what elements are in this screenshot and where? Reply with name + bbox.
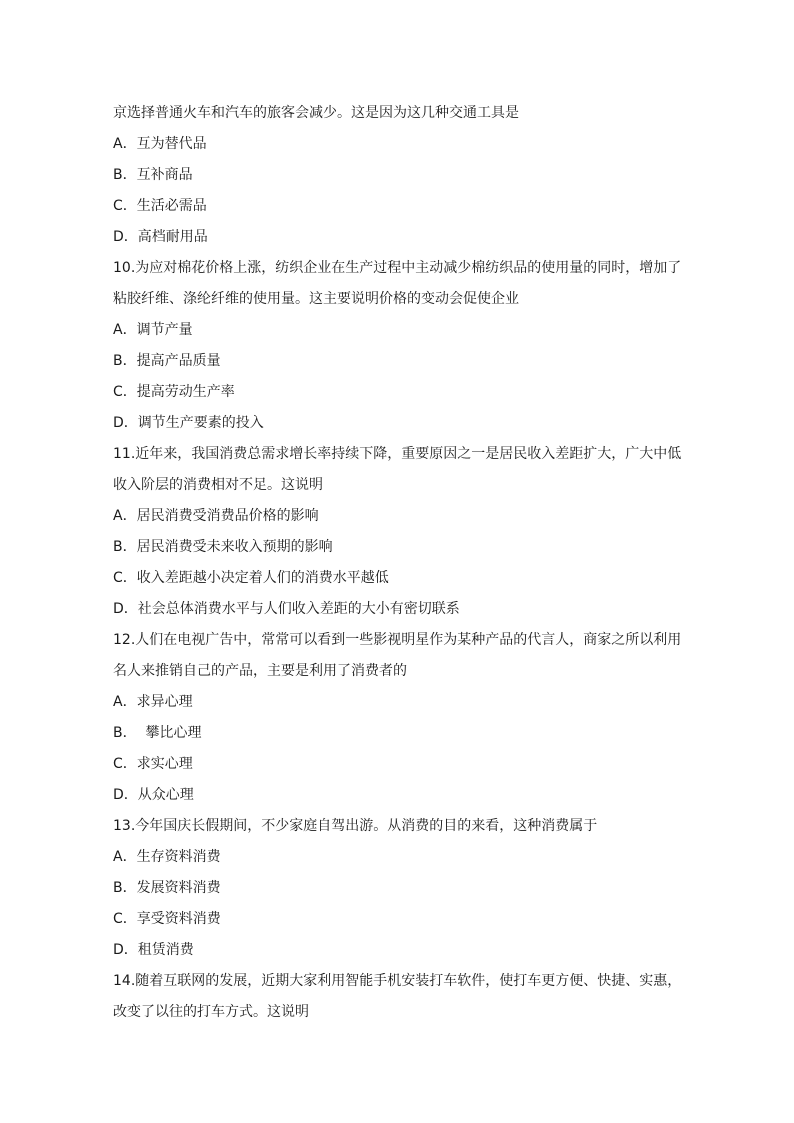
question-11-stem-line-2: 收入阶层的消费相对不足。这说明: [113, 477, 323, 493]
question-12-option-b: B． 攀比心理: [113, 725, 202, 741]
question-13-stem: 13.今年国庆长假期间，不少家庭自驾出游。从消费的目的来看，这种消费属于: [113, 818, 598, 834]
question-11-stem-line-1: 11.近年来，我国消费总需求增长率持续下降，重要原因之一是居民收入差距扩大，广大中低: [113, 446, 682, 462]
question-9-option-d: D．高档耐用品: [113, 229, 208, 245]
question-12-option-a: A．求异心理: [113, 694, 193, 710]
question-11-option-a: A．居民消费受消费品价格的影响: [113, 508, 319, 524]
question-10-option-a: A．调节产量: [113, 322, 193, 338]
question-10-stem-line-1: 10.为应对棉花价格上涨，纺织企业在生产过程中主动减少棉纺织品的使用量的同时，增加了: [113, 260, 682, 276]
question-11-option-d: D．社会总体消费水平与人们收入差距的大小有密切联系: [113, 601, 460, 617]
question-9-option-c: C．生活必需品: [113, 198, 207, 214]
question-9-stem-continued: 京选择普通火车和汽车的旅客会减少。这是因为这几种交通工具是: [113, 105, 519, 121]
question-14-stem-line-2: 改变了以往的打车方式。这说明: [113, 1004, 309, 1020]
question-13-option-a: A．生存资料消费: [113, 849, 221, 865]
question-13-option-b: B．发展资料消费: [113, 880, 221, 896]
question-9-option-b: B．互补商品: [113, 167, 193, 183]
question-10-stem-line-2: 粘胶纤维、涤纶纤维的使用量。这主要说明价格的变动会促使企业: [113, 291, 519, 307]
question-12-stem-line-2: 名人来推销自己的产品，主要是利用了消费者的: [113, 663, 407, 679]
question-11-option-b: B．居民消费受未来收入预期的影响: [113, 539, 333, 555]
question-12-option-d: D．从众心理: [113, 787, 194, 803]
question-14-stem-line-1: 14.随着互联网的发展，近期大家利用智能手机安装打车软件，使打车更方便、快捷、实惠，: [113, 973, 682, 989]
question-12-option-c: C．求实心理: [113, 756, 193, 772]
question-11-option-c: C．收入差距越小决定着人们的消费水平越低: [113, 570, 389, 586]
question-10-option-c: C．提高劳动生产率: [113, 384, 235, 400]
question-9-option-a: A．互为替代品: [113, 136, 207, 152]
question-10-option-d: D．调节生产要素的投入: [113, 415, 264, 431]
question-10-option-b: B．提高产品质量: [113, 353, 221, 369]
question-13-option-c: C．享受资料消费: [113, 911, 221, 927]
question-13-option-d: D．租赁消费: [113, 942, 194, 958]
question-12-stem-line-1: 12.人们在电视广告中，常常可以看到一些影视明星作为某种产品的代言人，商家之所以利用: [113, 632, 682, 648]
